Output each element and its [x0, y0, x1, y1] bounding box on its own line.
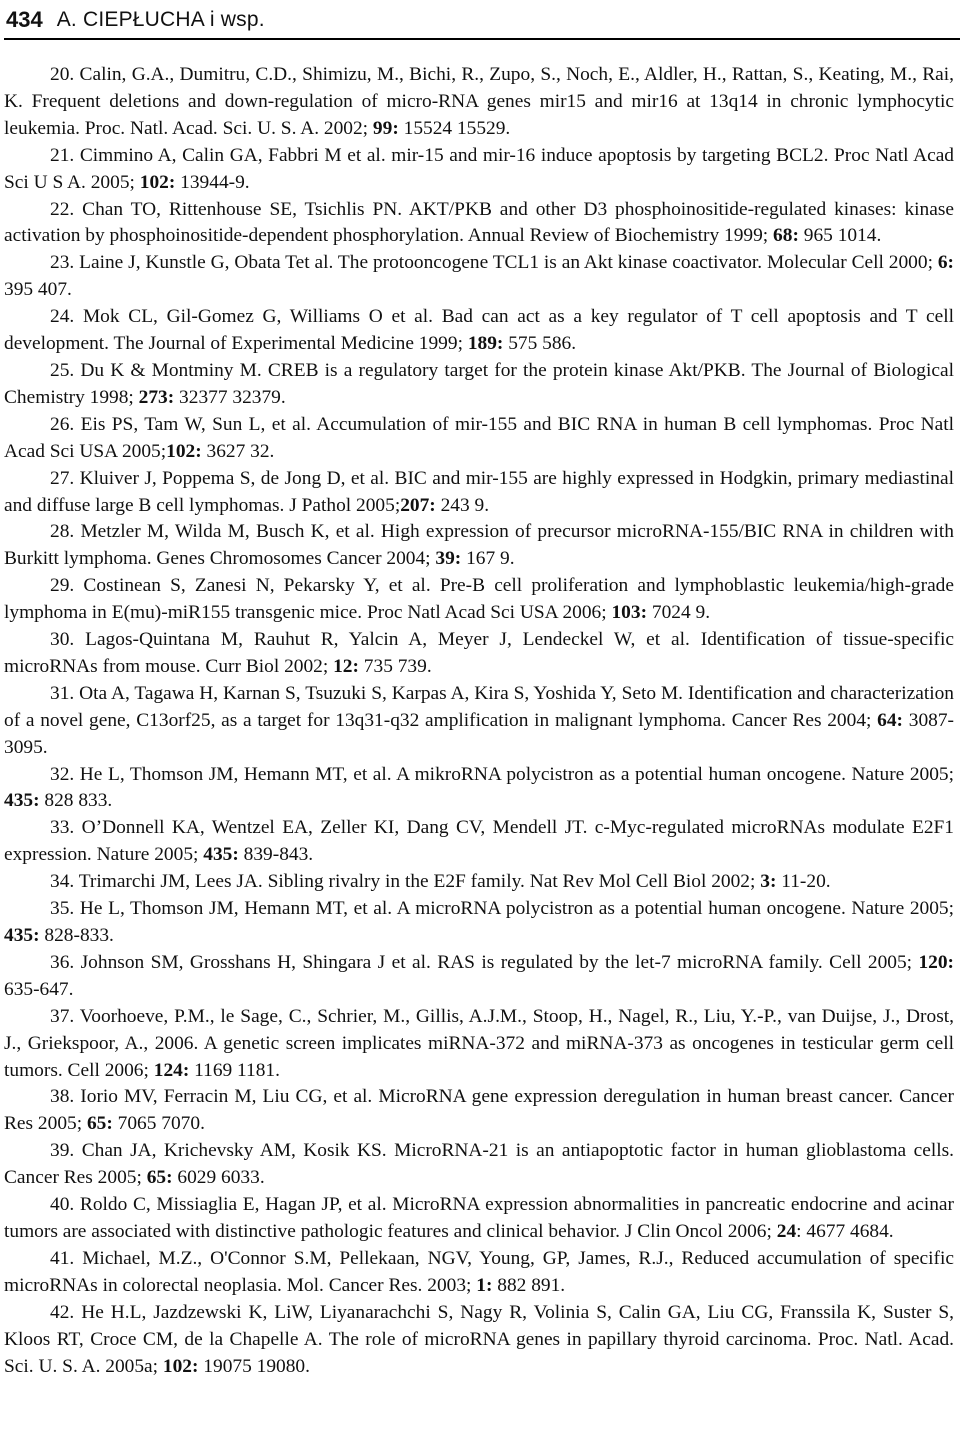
reference-item: 28. Metzler M, Wilda M, Busch K, et al. High expression of precursor microRNA-155/BIC RNA in children with Burkitt lymphoma. Genes Chromosomes Cancer 2004; 39: 167 9. — [4, 521, 954, 570]
page-number: 434 — [6, 7, 43, 32]
reference-item: 35. He L, Thomson JM, Hemann MT, et al. A microRNA polycistron as a potential human oncogene. Nature 2005; 435: 828-833. — [4, 898, 954, 946]
header-rule — [4, 38, 960, 40]
reference-item: 29. Costinean S, Zanesi N, Pekarsky Y, et al. Pre-B cell proliferation and lymphoblastic leukemia/high-grade lymphoma in E(mu)-miR155 transgenic mice. Proc Natl Acad Sci USA 2006; 103: 7024 9. — [4, 575, 954, 624]
reference-item: 41. Michael, M.Z., O'Connor S.M, Pellekaan, NGV, Young, GP, James, R.J., Reduced accumulation of specific microRNAs in colorectal neoplasia. Mol. Cancer Res. 2003; 1: 882 891. — [4, 1247, 954, 1296]
running-header — [4, 0, 954, 40]
reference-list — [4, 62, 954, 1380]
reference-item: 38. Iorio MV, Ferracin M, Liu CG, et al. MicroRNA gene expression deregulation in human breast cancer. Cancer Res 2005; 65: 7065 7070. — [4, 1086, 954, 1135]
reference-item: 32. He L, Thomson JM, Hemann MT, et al. A mikroRNA polycistron as a potential human oncogene. Nature 2005; 435: 828 833. — [4, 763, 954, 812]
reference-item: 22. Chan TO, Rittenhouse SE, Tsichlis PN. AKT/PKB and other D3 phosphoinositide-regulated kinases: kinase activation by phosphoinositide-dependent phosphorylation. Annual Review of Biochemistry 1999; 68: 965 1014. — [4, 198, 954, 247]
reference-item: 25. Du K & Montminy M. CREB is a regulatory target for the protein kinase Akt/PKB. The Journal of Biological Chemistry 1998; 273: 32377 32379. — [4, 359, 954, 408]
reference-item: 26. Eis PS, Tam W, Sun L, et al. Accumulation of mir-155 and BIC RNA in human B cell lymphomas. Proc Natl Acad Sci USA 2005;102: 3627 32. — [4, 413, 954, 462]
reference-item: 30. Lagos-Quintana M, Rauhut R, Yalcin A, Meyer J, Lendeckel W, et al. Identification of tissue-specific microRNAs from mouse. Curr Biol 2002; 12: 735 739. — [4, 629, 954, 677]
reference-item: 21. Cimmino A, Calin GA, Fabbri M et al. mir-15 and mir-16 induce apoptosis by targeting BCL2. Proc Natl Acad Sci U S A. 2005; 102: 13944-9. — [4, 144, 954, 193]
running-title: A. CIEPŁUCHA i wsp. — [56, 8, 265, 31]
reference-item: 27. Kluiver J, Poppema S, de Jong D, et al. BIC and mir-155 are highly expressed in Hodgkin, primary mediastinal and diffuse large B cell lymphomas. J Pathol 2005;207: 243 9. — [4, 467, 954, 516]
reference-item: 40. Roldo C, Missiaglia E, Hagan JP, et al. MicroRNA expression abnormalities in pancreatic endocrine and acinar tumors are associated with distinctive pathologic features and clinical behavior. J Clin Oncol 2006; 24: 4677 4684. — [4, 1194, 954, 1242]
reference-item: 36. Johnson SM, Grosshans H, Shingara J et al. RAS is regulated by the let-7 microRNA family. Cell 2005; 120: 635-647. — [4, 951, 954, 1000]
reference-item: 20. Calin, G.A., Dumitru, C.D., Shimizu, M., Bichi, R., Zupo, S., Noch, E., Aldler, H., Rattan, S., Keating, M., Rai, K. Frequent deletions and down-regulation of micro-RNA genes mir15 and mir16 at 13q14 in chronic lymphocytic leukemia. Proc. Natl. Acad. Sci. U. S. A. 2002; 99: 15524 15529. — [4, 64, 954, 139]
reference-item: 42. He H.L, Jazdzewski K, LiW, Liyanarachchi S, Nagy R, Volinia S, Calin GA, Liu CG, Franssila K, Suster S, Kloos RT, Croce CM, de la Chapelle A. The role of microRNA genes in papillary thyroid carcinoma. Proc. Natl. Acad. Sci. U. S. A. 2005a; 102: 19075 19080. — [4, 1301, 954, 1377]
reference-item: 34. Trimarchi JM, Lees JA. Sibling rivalry in the E2F family. Nat Rev Mol Cell Biol 2002; 3: 11-20. — [50, 871, 831, 893]
reference-item: 23. Laine J, Kunstle G, Obata Tet al. The protooncogene TCL1 is an Akt kinase coactivator. Molecular Cell 2000; 6: 395 407. — [4, 252, 954, 301]
reference-item: 39. Chan JA, Krichevsky AM, Kosik KS. MicroRNA-21 is an antiapoptotic factor in human glioblastoma cells. Cancer Res 2005; 65: 6029 6033. — [4, 1140, 954, 1189]
reference-item: 37. Voorhoeve, P.M., le Sage, C., Schrier, M., Gillis, A.J.M., Stoop, H., Nagel, R., Liu, Y.-P., van Duijse, J., Drost, J., Griekspoor, A., 2006. A genetic screen implicates miRNA-372 and miRNA-373 as oncogenes in testicular germ cell tumors. Cell 2006; 124: 1169 1181. — [4, 1005, 954, 1081]
reference-item: 33. O’Donnell KA, Wentzel EA, Zeller KI, Dang CV, Mendell JT. c-Myc-regulated microRNAs modulate E2F1 expression. Nature 2005; 435: 839-843. — [4, 817, 954, 866]
reference-item: 24. Mok CL, Gil-Gomez G, Williams O et al. Bad can act as a key regulator of T cell apoptosis and T cell development. The Journal of Experimental Medicine 1999; 189: 575 586. — [4, 306, 954, 355]
reference-item: 31. Ota A, Tagawa H, Karnan S, Tsuzuki S, Karpas A, Kira S, Yoshida Y, Seto M. Identification and characterization of a novel gene, C13orf25, as a target for 13q31-q32 amplification in malignant lymphoma. Cancer Res 2004; 64: 3087-3095. — [4, 682, 954, 758]
